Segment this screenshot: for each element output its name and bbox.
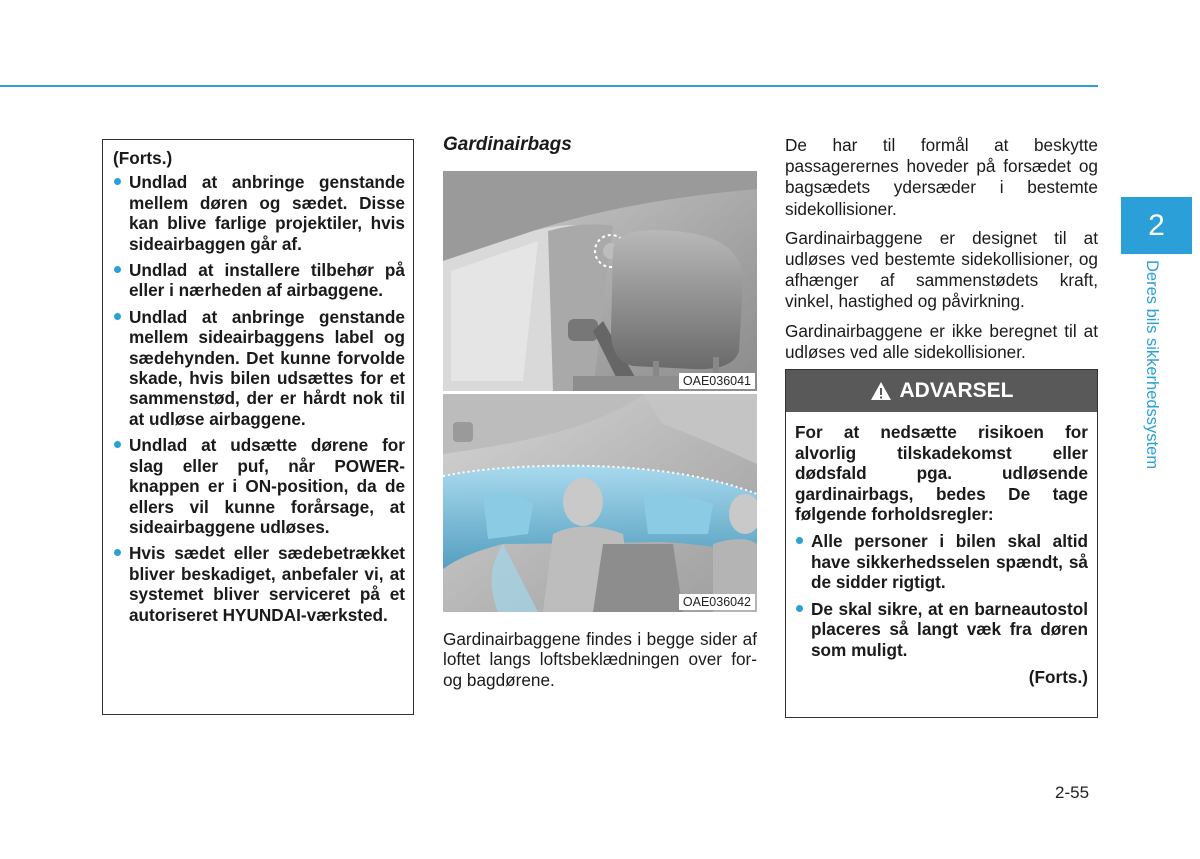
list-item: Undlad at anbringe genstande mellem sideairbaggens label og sædehynden. Det kunne forvolde skade, hvis bilen udsættes for et sammenstød, der er hårdt nok til at udløse airbaggene. — [113, 307, 405, 429]
warning-body — [786, 412, 1097, 687]
list-item: Alle personer i bilen skal altid have sikkerhedsselen spændt, så de sidder rigtigt. — [795, 531, 1088, 593]
section-heading: Gardinairbags — [443, 134, 572, 155]
curtain-airbag-description — [785, 135, 1098, 371]
interior-pillar-illustration — [443, 171, 757, 391]
list-item: Undlad at anbringe genstande mellem døren og sædet. Disse kan blive farlige projektiler, hvis sideairbaggen går af. — [113, 172, 405, 254]
caution-continued-box — [102, 139, 414, 715]
continued-heading: (Forts.) — [113, 148, 173, 168]
warning-box — [785, 369, 1098, 718]
figure-curtain-airbag-label — [443, 171, 757, 391]
warning-triangle-icon — [870, 381, 892, 401]
list-item: Hvis sædet eller sædebetrækket bliver beskadiget, anbefaler vi, at systemet bliver serviceret på et autoriseret HYUNDAI-værksted. — [113, 543, 405, 625]
continued-label: (Forts.) — [1028, 666, 1088, 687]
caution-list — [113, 172, 405, 625]
figure-code-label: OAE036042 — [679, 594, 755, 610]
page-number: 2-55 — [1055, 783, 1090, 802]
list-item: Undlad at installere tilbehør på eller i nærheden af airbaggene. — [113, 260, 405, 301]
list-item: Undlad at udsætte dørene for slag eller puf, når POWER-knappen er i ON-position, da de ellers vil kunne forårsage, at sideairbaggene udløses. — [113, 435, 405, 537]
header-rule — [0, 85, 1098, 87]
bullet-dot-icon — [114, 549, 121, 556]
warning-header — [786, 370, 1097, 412]
figure-code-label: OAE036041 — [679, 373, 755, 389]
bullet-dot-icon — [114, 441, 121, 448]
paragraph: De har til formål at beskytte passagerernes hoveder på forsædet og bagsædets ydersæder i bestemte sidekollisioner. — [785, 135, 1098, 219]
chapter-title: Deres bils sikkerhedssystem — [1143, 260, 1161, 470]
bullet-dot-icon — [796, 605, 803, 612]
bullet-dot-icon — [114, 266, 121, 273]
bullet-dot-icon — [796, 537, 803, 544]
curtain-airbag-location-text: Gardinairbaggene findes i begge sider af loftet langs loftsbeklædningen over for- og bagdørene. — [443, 629, 757, 690]
list-item: De skal sikre, at en barneautostol placeres så langt væk fra døren som muligt. — [795, 599, 1088, 661]
deployed-airbag-illustration — [443, 394, 757, 612]
figure-curtain-airbag-deployed — [443, 394, 757, 612]
paragraph: Gardinairbaggene er designet til at udløses ved bestemte sidekollisioner, og afhænger af sammenstødets kraft, vinkel, hastighed og påvirkning. — [785, 227, 1098, 312]
bullet-dot-icon — [114, 313, 121, 320]
warning-title: ADVARSEL — [899, 379, 1014, 402]
warning-intro: For at nedsætte risikoen for alvorlig tilskadekomst eller dødsfald pga. udløsende gardinairbags, bedes De tage følgende forholdsregler: — [795, 422, 1088, 525]
chapter-number-tab: 2 — [1121, 197, 1192, 254]
bullet-dot-icon — [114, 178, 121, 185]
warning-list — [795, 531, 1088, 661]
paragraph: Gardinairbaggene er ikke beregnet til at udløses ved alle sidekollisioner. — [785, 320, 1098, 362]
